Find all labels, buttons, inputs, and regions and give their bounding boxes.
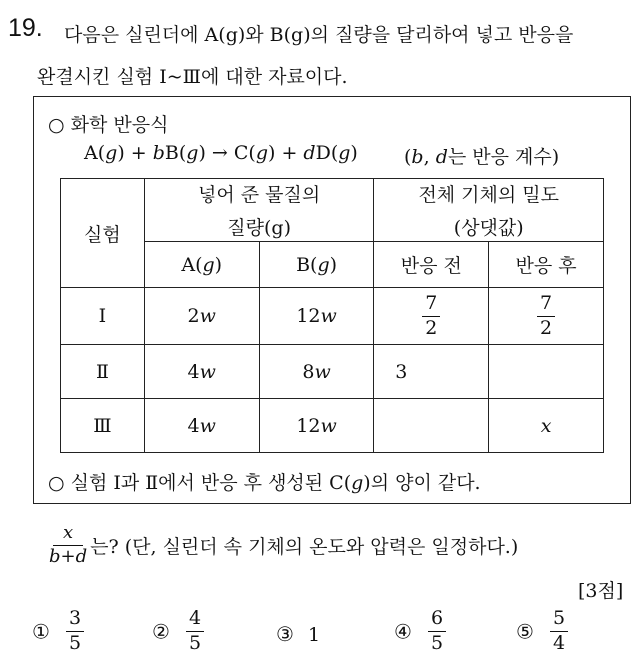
condition-statement: ○ 실험 Ⅰ과 Ⅱ에서 반응 후 생성된 C(g)의 양이 같다. bbox=[48, 472, 481, 494]
choice-1[interactable]: ① $\frac{3}{5}$ bbox=[32, 609, 84, 654]
table-row bbox=[61, 288, 604, 345]
reaction-label: ○ 화학 반응식 bbox=[48, 114, 169, 136]
row-density-after bbox=[489, 345, 604, 399]
choice-2[interactable]: ② $\frac{4}{5}$ bbox=[152, 609, 204, 654]
data-table bbox=[60, 178, 604, 453]
row-density-before bbox=[374, 399, 489, 453]
choice-5[interactable]: ⑤ $\frac{5}{4}$ bbox=[516, 609, 568, 654]
row-experiment: Ⅲ bbox=[61, 399, 145, 453]
subheader-after: 반응 후 bbox=[489, 242, 604, 288]
row-experiment: Ⅰ bbox=[61, 288, 145, 345]
row-mass-b: 8w bbox=[259, 345, 374, 399]
row-mass-a: 4w bbox=[144, 345, 259, 399]
subheader-before: 반응 전 bbox=[374, 242, 489, 288]
subheader-b: B(g) bbox=[259, 242, 374, 288]
header-density: 전체 기체의 밀도 (상댓값) bbox=[374, 179, 604, 242]
header-experiment: 실험 bbox=[61, 179, 145, 288]
reaction-equation: A(g) + bB(g) → C(g) + dD(g) bbox=[84, 142, 358, 164]
table-row bbox=[61, 345, 604, 399]
row-mass-b: 12w bbox=[259, 399, 374, 453]
header-mass: 넣어 준 물질의 질량(g) bbox=[144, 179, 374, 242]
question-stem-line1: 다음은 실린더에 A(g)와 B(g)의 질량을 달리하여 넣고 반응을 bbox=[64, 24, 574, 46]
row-density-after: $\frac{7}{2}$ bbox=[489, 288, 604, 345]
row-mass-a: 2w bbox=[144, 288, 259, 345]
choice-4[interactable]: ④ $\frac{6}{5}$ bbox=[394, 609, 446, 654]
row-density-before: $\frac{7}{2}$ bbox=[374, 288, 489, 345]
points-label: [3점] bbox=[578, 580, 624, 602]
choice-3[interactable]: ③ 1 bbox=[276, 622, 321, 646]
row-mass-b: 12w bbox=[259, 288, 374, 345]
question-number: 19. bbox=[8, 14, 43, 42]
coefficient-note: (b, d는 반응 계수) bbox=[404, 146, 560, 168]
row-density-after: x bbox=[489, 399, 604, 453]
row-experiment: Ⅱ bbox=[61, 345, 145, 399]
asked-expression: $\frac{x}{b+d}$ 는? (단, 실린더 속 기체의 온도와 압력은 일정하다.) bbox=[49, 522, 519, 567]
table-row bbox=[61, 399, 604, 453]
subheader-a: A(g) bbox=[144, 242, 259, 288]
question-stem-line2: 완결시킨 실험 Ⅰ~Ⅲ에 대한 자료이다. bbox=[37, 66, 348, 88]
row-mass-a: 4w bbox=[144, 399, 259, 453]
row-density-before: 3 bbox=[374, 345, 489, 399]
